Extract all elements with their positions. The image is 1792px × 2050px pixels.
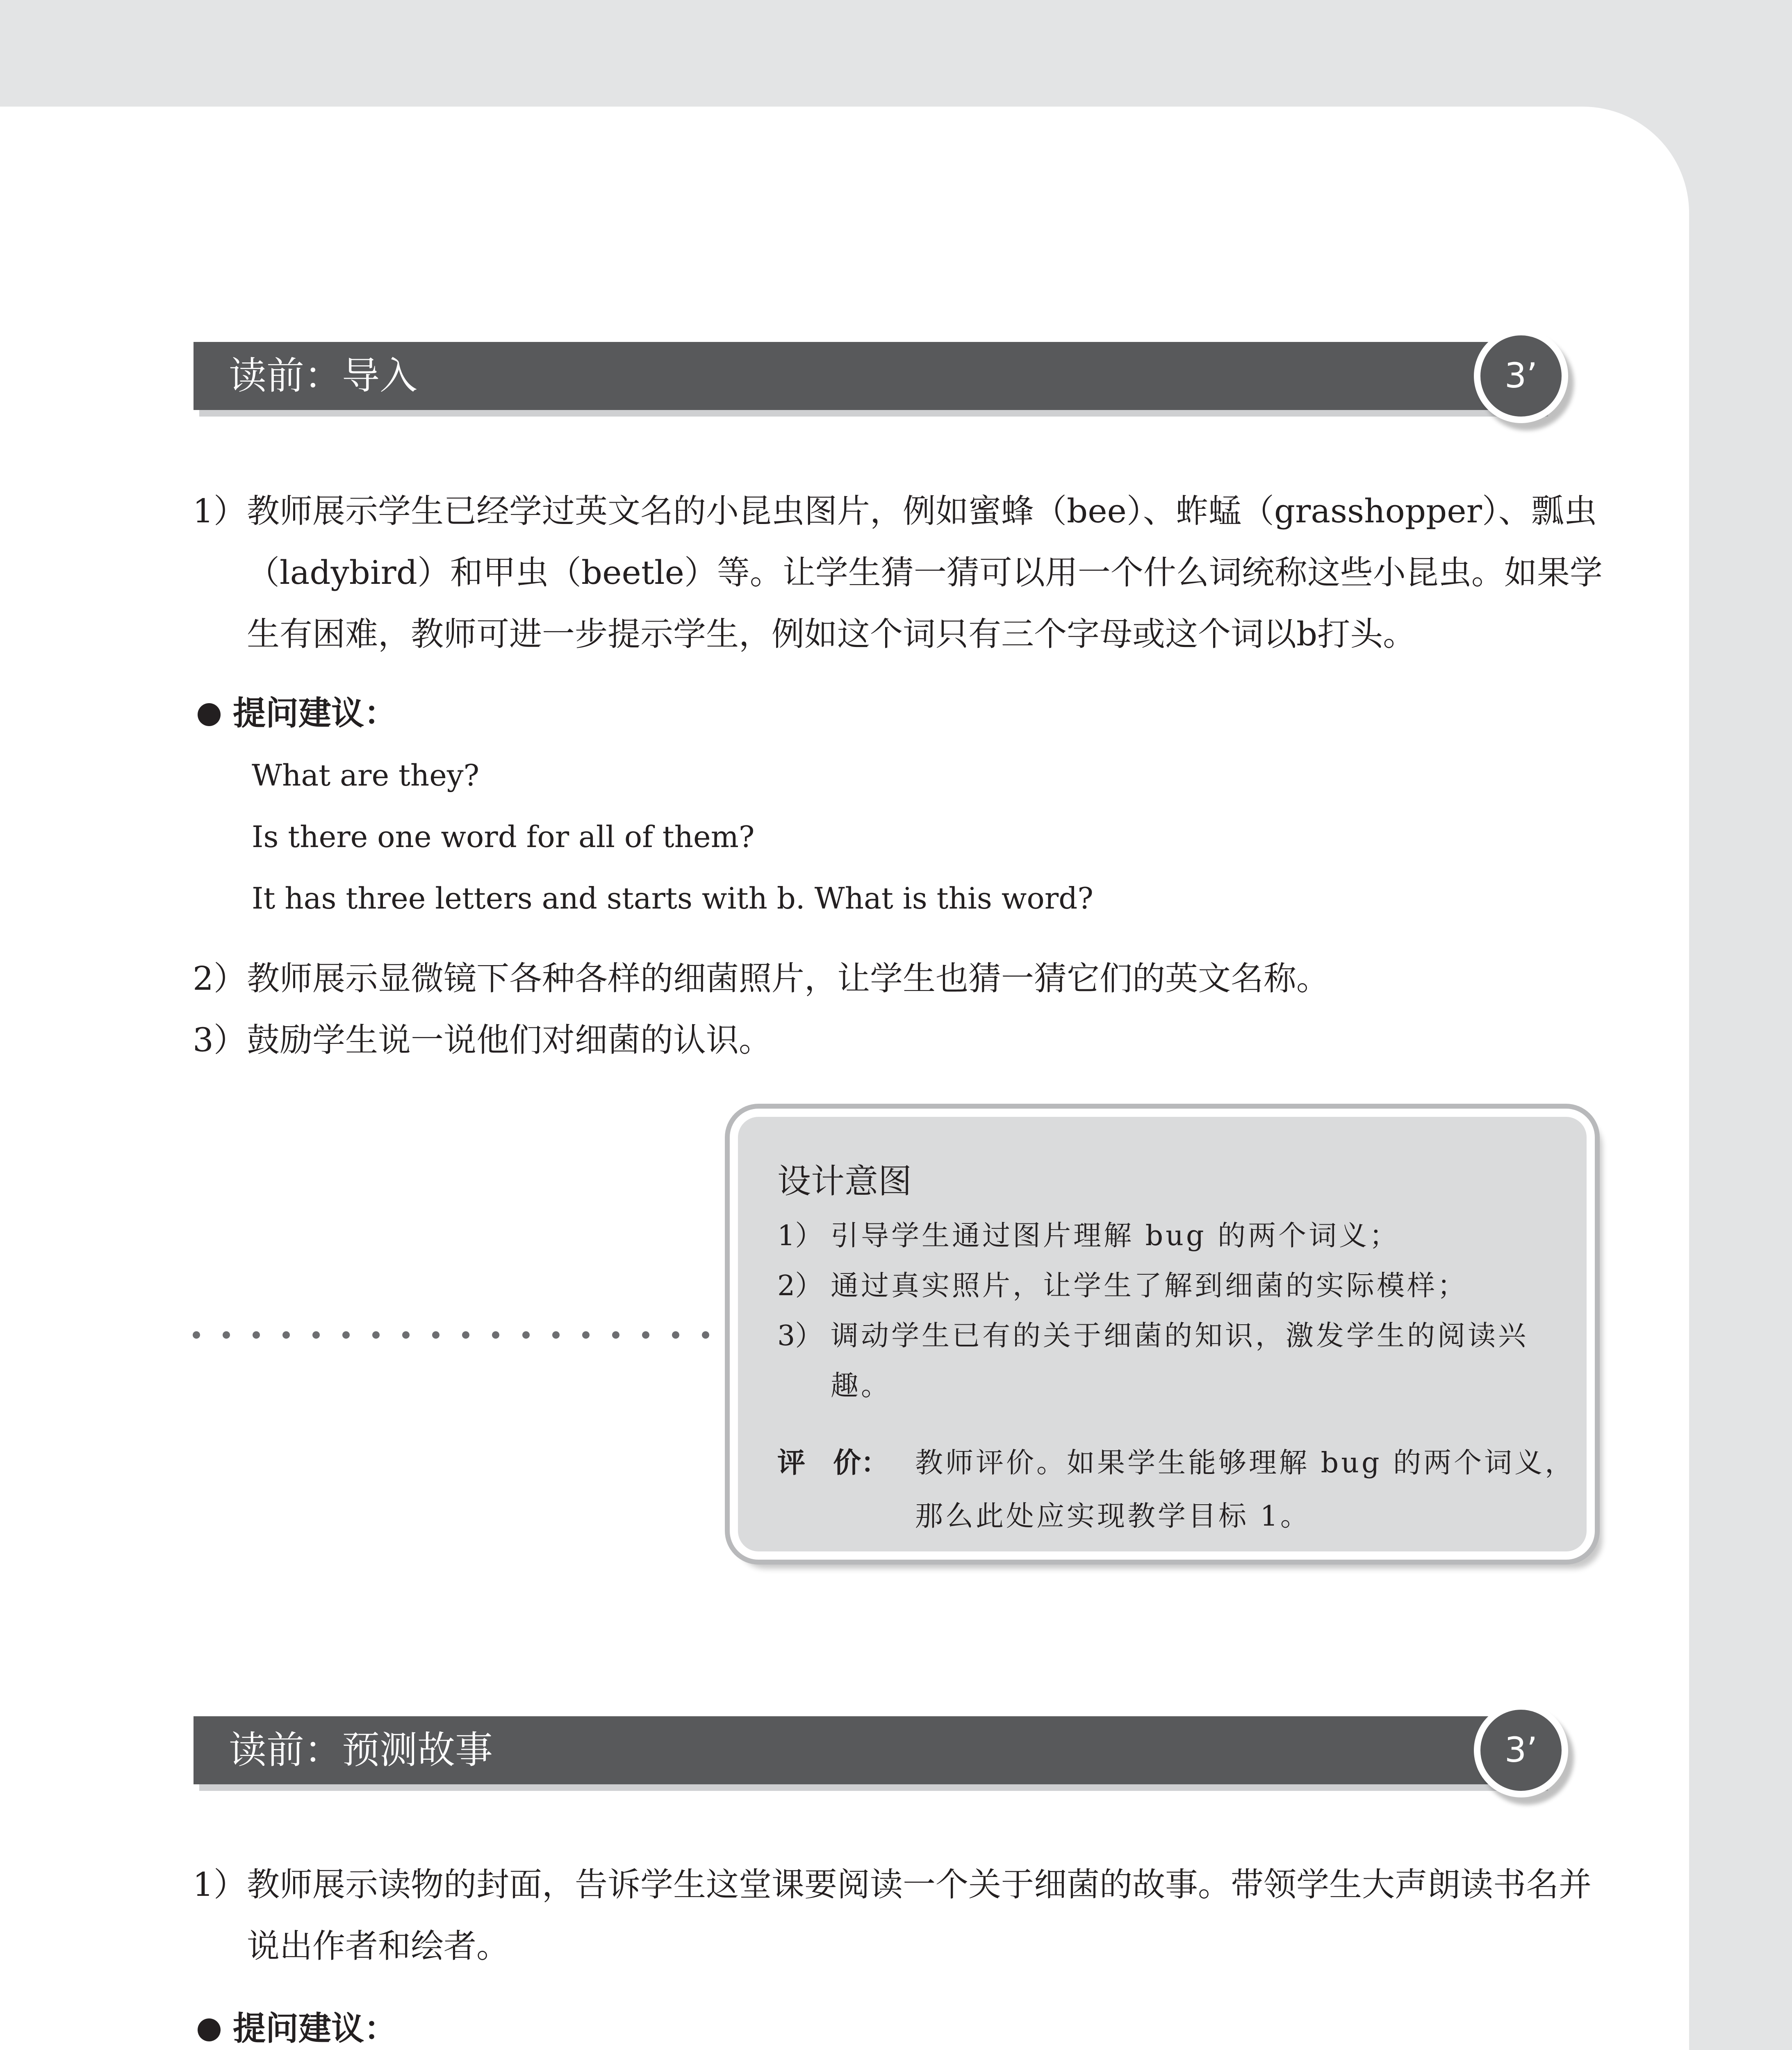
dotted-leader — [193, 1327, 709, 1343]
list-item: 3） 鼓励学生说一说他们对细菌的认识。 — [193, 1021, 772, 1059]
evaluation — [777, 1437, 1577, 1543]
question: It has three letters and starts with b. What is this word? — [252, 881, 1093, 916]
bullet-icon — [198, 703, 221, 726]
list-item: 2） 教师展示显微镜下各种各样的细菌照片，让学生也猜一猜它们的英文名称。 — [193, 959, 1329, 998]
section-title: 读前：预测故事 — [229, 1728, 493, 1772]
time-badge: 3’ — [1474, 1703, 1568, 1797]
section-title: 读前：导入 — [229, 354, 418, 398]
section-bar-import — [194, 342, 1542, 410]
list-item: 1） 教师展示读物的封面，告诉学生这堂课要阅读一个关于细菌的故事。带领学生大声朗读书名并说出作者和绘者。 — [193, 1866, 1592, 1965]
design-item: 1） 引导学生通过图片理解 bug 的两个词义； — [777, 1220, 1400, 1252]
bullet-icon — [198, 2018, 221, 2041]
time-badge: 3’ — [1474, 329, 1568, 423]
question: Is there one word for all of them? — [252, 820, 755, 854]
design-title: 设计意图 — [777, 1162, 912, 1201]
question-tips-heading: 提问建议： — [198, 2008, 397, 2049]
question-tips-heading: 提问建议： — [198, 693, 397, 734]
design-item: 2） 通过真实照片，让学生了解到细菌的实际模样； — [777, 1270, 1468, 1302]
design-intent-box — [730, 1109, 1595, 1560]
evaluation-label: 评 价： — [777, 1447, 889, 1479]
section-bar-predict — [194, 1716, 1542, 1784]
evaluation-text: 教师评价。如果学生能够理解 bug 的两个词义，那么此处应实现教学目标 1。 — [915, 1447, 1576, 1533]
question: What are they? — [252, 758, 480, 793]
list-item: 1） 教师展示学生已经学过英文名的小昆虫图片，例如蜜蜂（bee）、蚱蜢（grasshopper）、瓢虫（ladybird）和甲虫（beetle）等。让学生猜一猜可以用一个什么词统称这些小昆虫。如果学生有困难，教师可进一步提示学生，例如这个词只有三个字母或这个词以b打头。 — [193, 492, 1603, 653]
design-item: 3） 调动学生已有的关于细菌的知识，激发学生的阅读兴趣。 — [777, 1320, 1529, 1402]
question-list — [252, 745, 1093, 929]
